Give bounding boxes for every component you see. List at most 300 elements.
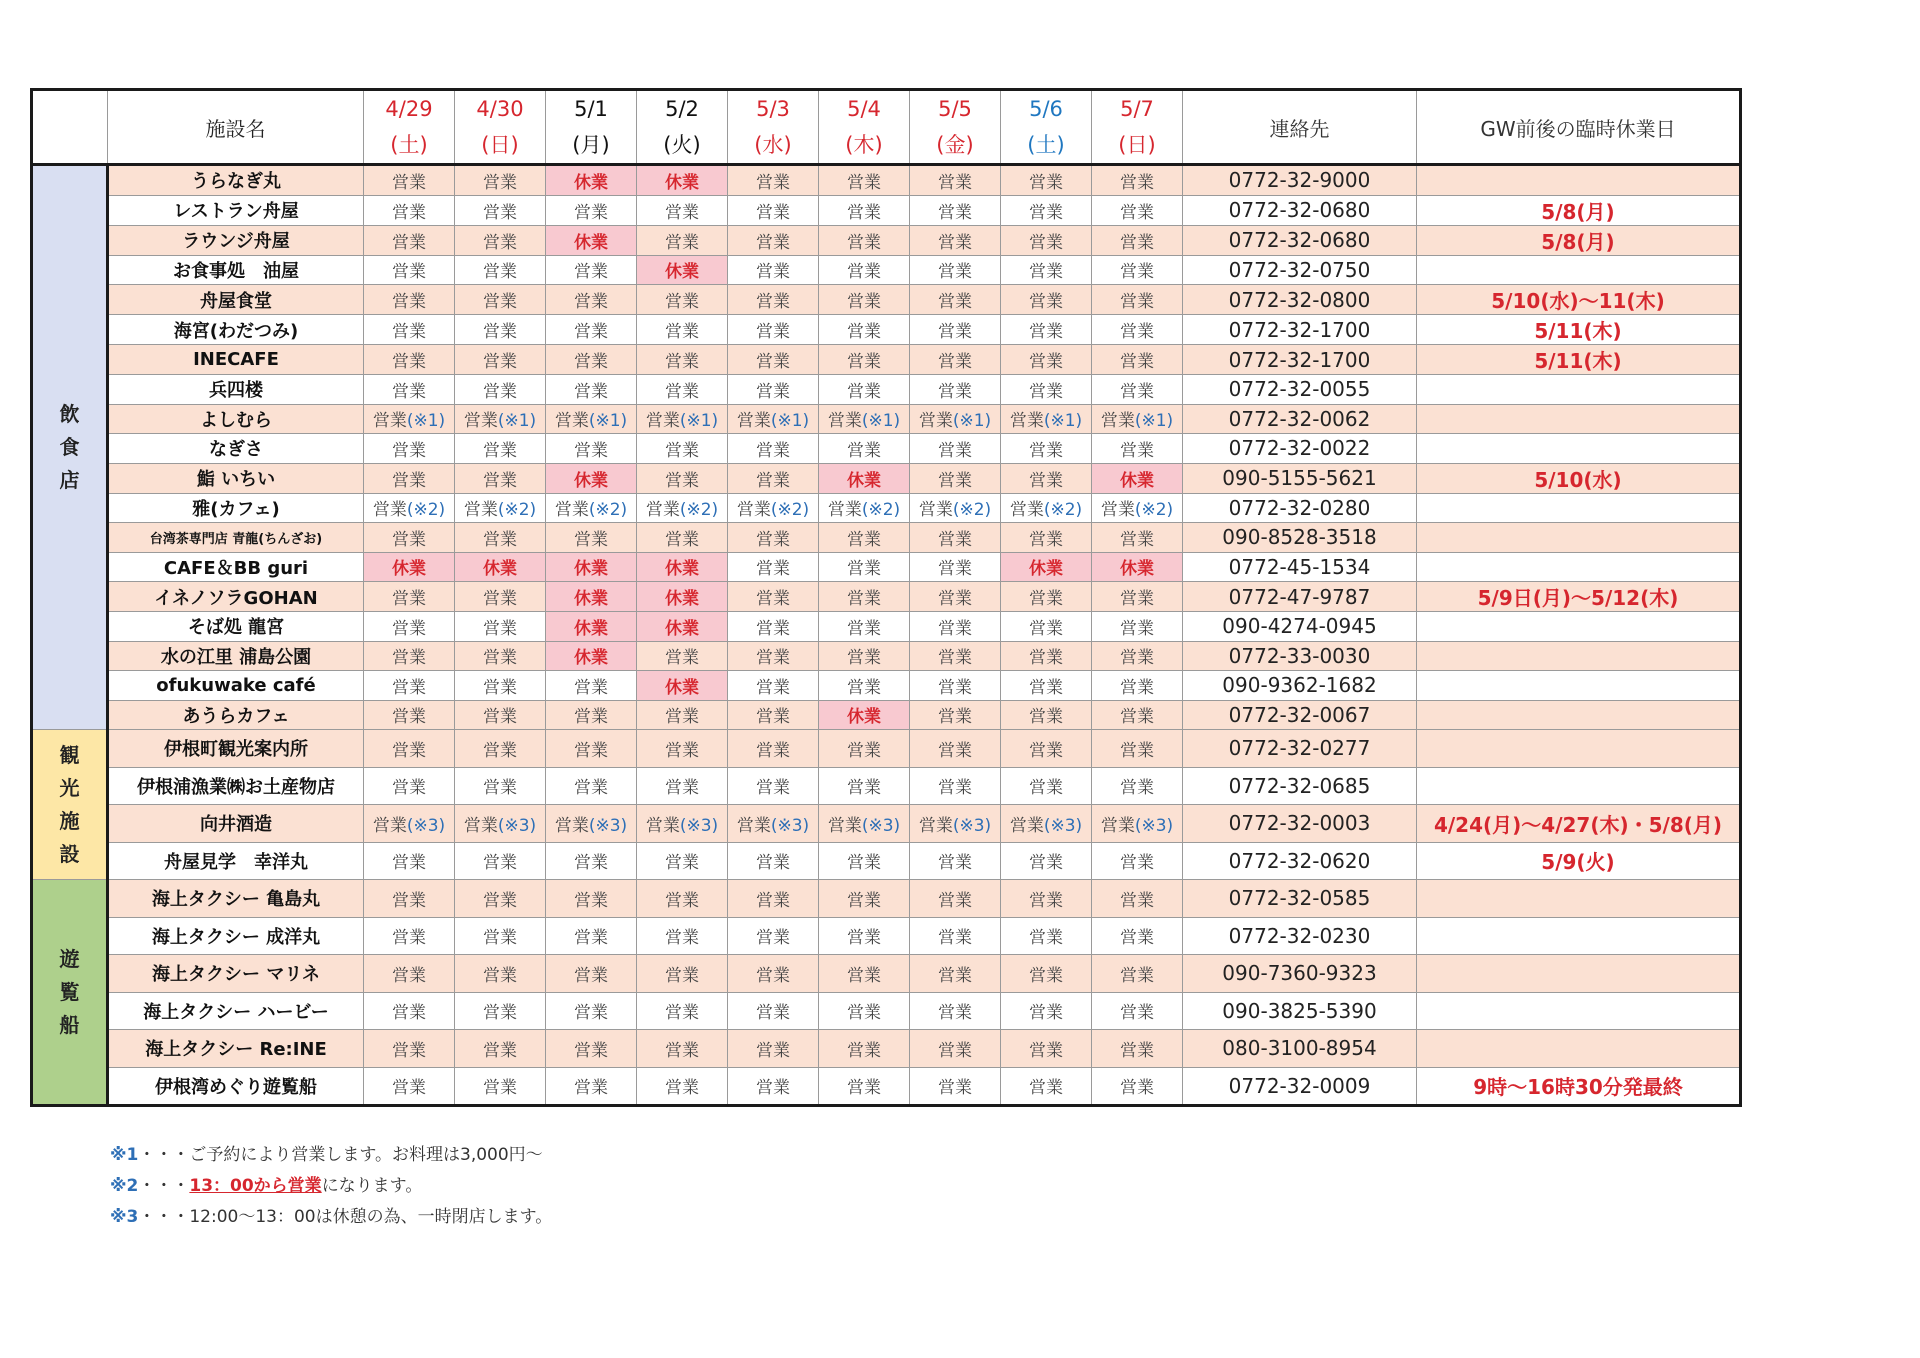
status-open xyxy=(455,730,546,768)
status-open xyxy=(819,225,910,255)
footnote-mark: ※1 xyxy=(110,1145,139,1165)
status-open xyxy=(1092,641,1183,671)
status-open xyxy=(910,842,1001,880)
status-open xyxy=(728,612,819,642)
status-open xyxy=(637,767,728,805)
status-text: 営業 xyxy=(938,1003,972,1024)
table-row xyxy=(32,434,1741,464)
facility-name: あうらカフェ xyxy=(108,700,364,730)
status-open xyxy=(455,767,546,805)
facility-name: お食事処 油屋 xyxy=(108,255,364,285)
status-text: 営業 xyxy=(665,928,699,949)
category-label-char: 観 xyxy=(59,742,80,767)
status-text: 営業 xyxy=(756,262,790,283)
status-text: 営業 xyxy=(938,232,972,253)
table-row xyxy=(32,225,1741,255)
status-text: 営業 xyxy=(1029,262,1063,283)
footnote xyxy=(110,1171,552,1202)
status-open xyxy=(1092,493,1183,523)
facility-name: 海上タクシー 成洋丸 xyxy=(108,917,364,955)
status-open xyxy=(1001,1067,1092,1106)
table-row xyxy=(32,1030,1741,1068)
status-text: 営業 xyxy=(483,589,517,609)
status-open xyxy=(364,612,455,642)
facility-name: INECAFE xyxy=(108,345,364,375)
category-label-char: 食 xyxy=(59,435,80,459)
status-open xyxy=(728,523,819,553)
status-text: 営業 xyxy=(1120,778,1154,799)
status-open xyxy=(1001,195,1092,225)
status-closed xyxy=(637,552,728,582)
status-text: 営業 xyxy=(665,470,699,491)
footnote xyxy=(110,1140,552,1171)
footnote-ref: (※2) xyxy=(1134,500,1174,521)
status-text: 営業 xyxy=(1029,618,1063,639)
temporary-holiday: 5/10(水) xyxy=(1417,463,1741,493)
status-text: 営業 xyxy=(392,292,426,312)
footnote-emphasis: 13：00から営業 xyxy=(189,1176,322,1196)
date-label: 4/29 xyxy=(385,97,433,121)
status-text: 営業 xyxy=(483,890,517,911)
table-row xyxy=(32,992,1741,1030)
status-text: 営業 xyxy=(938,470,972,491)
status-text: 営業 xyxy=(665,778,699,799)
footnote-ref: (※1) xyxy=(1043,411,1083,432)
dow-label: (火) xyxy=(663,133,701,157)
status-text: 営業 xyxy=(1029,440,1063,461)
status-open xyxy=(637,880,728,918)
status-open xyxy=(728,1030,819,1068)
footnote-ref: (※2) xyxy=(770,500,810,521)
contact-phone: 090-4274-0945 xyxy=(1183,612,1417,642)
footnote-ref: (※1) xyxy=(952,411,992,432)
status-text: 営業 xyxy=(1100,500,1135,521)
status-text: 営業 xyxy=(756,589,790,609)
status-open xyxy=(546,880,637,918)
status-text: 営業 xyxy=(1009,500,1044,521)
status-closed xyxy=(546,612,637,642)
status-text: 営業 xyxy=(938,853,972,874)
status-open xyxy=(1092,285,1183,315)
status-open xyxy=(1001,992,1092,1030)
status-text: 営業 xyxy=(847,232,881,253)
status-text: 営業 xyxy=(938,890,972,911)
status-text: 営業 xyxy=(1029,890,1063,911)
category-label-char: 飲 xyxy=(59,402,80,426)
status-text: 営業 xyxy=(574,853,608,874)
status-open xyxy=(455,842,546,880)
status-text: 営業 xyxy=(392,740,426,761)
status-text: 営業 xyxy=(1009,815,1044,836)
status-open xyxy=(1001,345,1092,375)
status-text: 営業 xyxy=(392,322,426,342)
status-open xyxy=(910,345,1001,375)
status-closed xyxy=(546,582,637,612)
status-open xyxy=(546,345,637,375)
status-open xyxy=(819,880,910,918)
status-text: 営業 xyxy=(1009,411,1044,432)
temporary-holiday xyxy=(1417,1030,1741,1068)
status-text: 営業 xyxy=(1029,381,1063,402)
status-open xyxy=(637,493,728,523)
status-open xyxy=(1001,805,1092,843)
status-text: 営業 xyxy=(847,292,881,312)
category-food xyxy=(32,165,108,730)
status-open xyxy=(546,730,637,768)
status-text: 営業 xyxy=(392,262,426,283)
status-open xyxy=(364,195,455,225)
status-open xyxy=(364,917,455,955)
status-open xyxy=(910,992,1001,1030)
status-open xyxy=(819,434,910,464)
facility-name: 鮨 いちい xyxy=(108,463,364,493)
status-open xyxy=(819,523,910,553)
footnote-ref: (※2) xyxy=(406,500,446,521)
status-text: 営業 xyxy=(1029,853,1063,874)
status-text: 営業 xyxy=(1029,589,1063,609)
status-open xyxy=(1001,730,1092,768)
status-open xyxy=(819,992,910,1030)
status-text: 営業 xyxy=(1120,381,1154,402)
status-open xyxy=(637,1030,728,1068)
status-text: 営業 xyxy=(463,411,498,432)
temporary-holiday xyxy=(1417,730,1741,768)
table-row xyxy=(32,641,1741,671)
status-text: 営業 xyxy=(847,440,881,461)
contact-phone: 0772-32-0067 xyxy=(1183,700,1417,730)
status-text: 営業 xyxy=(736,815,771,836)
table-row xyxy=(32,880,1741,918)
status-text: 営業 xyxy=(938,352,972,372)
status-text: 営業 xyxy=(1120,1040,1154,1061)
date-label: 5/2 xyxy=(665,97,699,121)
status-open xyxy=(910,552,1001,582)
facility-name: 海上タクシー 亀島丸 xyxy=(108,880,364,918)
status-open xyxy=(546,805,637,843)
status-open xyxy=(364,955,455,993)
status-open xyxy=(637,225,728,255)
contact-phone: 0772-32-0062 xyxy=(1183,404,1417,434)
status-text: 休業 xyxy=(847,470,881,491)
status-text: 営業 xyxy=(392,1040,426,1061)
status-open xyxy=(455,700,546,730)
status-text: 営業 xyxy=(938,262,972,283)
facility-name: 向井酒造 xyxy=(108,805,364,843)
temporary-holiday xyxy=(1417,700,1741,730)
table-row xyxy=(32,493,1741,523)
status-open xyxy=(1001,700,1092,730)
status-text: 営業 xyxy=(1120,322,1154,342)
status-text: 営業 xyxy=(645,815,680,836)
status-text: 営業 xyxy=(938,381,972,402)
status-text: 営業 xyxy=(1029,740,1063,761)
contact-phone: 0772-32-1700 xyxy=(1183,345,1417,375)
status-open xyxy=(910,434,1001,464)
status-open xyxy=(364,315,455,345)
status-open xyxy=(1092,700,1183,730)
status-text: 営業 xyxy=(847,778,881,799)
table-row xyxy=(32,671,1741,701)
status-text: 営業 xyxy=(665,232,699,253)
facility-name: CAFE＆BB guri xyxy=(108,552,364,582)
footnote-mark: ※3 xyxy=(110,1207,139,1227)
status-text: 休業 xyxy=(574,172,608,193)
status-open xyxy=(1092,315,1183,345)
status-text: 休業 xyxy=(574,618,608,639)
date-label: 5/7 xyxy=(1120,97,1154,121)
status-open xyxy=(1092,434,1183,464)
category-boat xyxy=(32,880,108,1106)
status-open xyxy=(910,523,1001,553)
temporary-holiday: 5/8(月) xyxy=(1417,225,1741,255)
table-row xyxy=(32,700,1741,730)
status-text: 営業 xyxy=(665,1078,699,1099)
status-open xyxy=(546,992,637,1030)
status-open xyxy=(364,842,455,880)
status-text: 営業 xyxy=(574,778,608,799)
status-text: 営業 xyxy=(392,618,426,639)
status-open xyxy=(364,523,455,553)
status-text: 営業 xyxy=(1120,618,1154,639)
status-text: 営業 xyxy=(392,853,426,874)
temporary-holiday xyxy=(1417,641,1741,671)
status-text: 営業 xyxy=(938,589,972,609)
status-open xyxy=(455,641,546,671)
status-text: 営業 xyxy=(827,815,862,836)
status-text: 営業 xyxy=(1120,965,1154,986)
status-text: 営業 xyxy=(483,440,517,461)
status-text: 営業 xyxy=(665,740,699,761)
status-text: 営業 xyxy=(574,262,608,283)
status-text: 営業 xyxy=(756,618,790,639)
status-open xyxy=(819,285,910,315)
table-row xyxy=(32,805,1741,843)
status-text: 休業 xyxy=(574,232,608,253)
status-open xyxy=(910,671,1001,701)
dow-label: (土) xyxy=(1027,133,1065,157)
status-text: 営業 xyxy=(756,292,790,312)
temporary-holiday xyxy=(1417,917,1741,955)
status-text: 営業 xyxy=(1029,529,1063,550)
status-text: 営業 xyxy=(847,1003,881,1024)
status-text: 営業 xyxy=(665,853,699,874)
status-open xyxy=(637,315,728,345)
status-text: 営業 xyxy=(938,740,972,761)
status-open xyxy=(455,1030,546,1068)
status-open xyxy=(364,805,455,843)
status-text: 営業 xyxy=(392,232,426,253)
status-open xyxy=(1001,255,1092,285)
status-text: 休業 xyxy=(665,618,699,639)
status-closed xyxy=(637,671,728,701)
status-text: 営業 xyxy=(756,1003,790,1024)
status-text: 営業 xyxy=(574,352,608,372)
table-row xyxy=(32,255,1741,285)
date-label: 4/30 xyxy=(476,97,524,121)
status-open xyxy=(637,345,728,375)
contact-phone: 0772-32-0280 xyxy=(1183,493,1417,523)
temporary-holiday xyxy=(1417,375,1741,405)
date-label: 5/1 xyxy=(574,97,608,121)
status-text: 営業 xyxy=(1100,815,1135,836)
status-open xyxy=(1001,671,1092,701)
status-text: 営業 xyxy=(1029,928,1063,949)
status-text: 営業 xyxy=(918,815,953,836)
temporary-holiday xyxy=(1417,880,1741,918)
facility-name: 舟屋見学 幸洋丸 xyxy=(108,842,364,880)
status-open xyxy=(364,434,455,464)
status-text: 営業 xyxy=(756,965,790,986)
status-open xyxy=(819,842,910,880)
status-open xyxy=(455,375,546,405)
category-label-char: 設 xyxy=(59,841,80,866)
status-open xyxy=(364,767,455,805)
status-open xyxy=(1092,195,1183,225)
status-text: 休業 xyxy=(392,559,426,580)
status-open xyxy=(1092,225,1183,255)
facility-name: 舟屋食堂 xyxy=(108,285,364,315)
category-label-char: 店 xyxy=(59,468,80,492)
temporary-holiday: 9時～16時30分発最終 xyxy=(1417,1067,1741,1106)
status-text: 営業 xyxy=(1100,411,1135,432)
status-text: 営業 xyxy=(756,470,790,491)
status-open xyxy=(910,700,1001,730)
status-text: 営業 xyxy=(483,707,517,728)
status-text: 営業 xyxy=(938,778,972,799)
status-open xyxy=(728,552,819,582)
contact-phone: 0772-47-9787 xyxy=(1183,582,1417,612)
header-date xyxy=(910,90,1001,165)
status-text: 営業 xyxy=(827,411,862,432)
status-open xyxy=(819,730,910,768)
status-text: 営業 xyxy=(938,529,972,550)
status-text: 休業 xyxy=(1029,559,1063,580)
status-open xyxy=(455,612,546,642)
status-text: 営業 xyxy=(1029,352,1063,372)
status-text: 営業 xyxy=(665,648,699,669)
status-open xyxy=(1001,955,1092,993)
status-text: 営業 xyxy=(1120,648,1154,669)
status-text: 営業 xyxy=(756,928,790,949)
facility-name: よしむら xyxy=(108,404,364,434)
status-open xyxy=(1092,165,1183,196)
table-row xyxy=(32,195,1741,225)
status-text: 営業 xyxy=(392,440,426,461)
contact-phone: 0772-32-0230 xyxy=(1183,917,1417,955)
status-text: 営業 xyxy=(665,707,699,728)
status-open xyxy=(364,992,455,1030)
table-row xyxy=(32,285,1741,315)
dow-label: (日) xyxy=(1118,133,1156,157)
status-open xyxy=(364,285,455,315)
status-open xyxy=(1092,671,1183,701)
status-open xyxy=(455,404,546,434)
status-open xyxy=(546,671,637,701)
status-open xyxy=(364,1030,455,1068)
contact-phone: 0772-32-0022 xyxy=(1183,434,1417,464)
status-text: 営業 xyxy=(574,440,608,461)
status-open xyxy=(728,955,819,993)
status-open xyxy=(1092,730,1183,768)
facility-name: 台湾茶専門店 青龍(ちんざお) xyxy=(108,523,364,553)
footnote-text-tail: になります。 xyxy=(321,1176,423,1196)
table-row xyxy=(32,552,1741,582)
status-text: 営業 xyxy=(392,1078,426,1099)
category-label-char: 覧 xyxy=(59,979,80,1004)
status-text: 営業 xyxy=(756,778,790,799)
contact-phone: 0772-32-0685 xyxy=(1183,767,1417,805)
dow-label: (木) xyxy=(845,133,883,157)
status-open xyxy=(728,285,819,315)
status-open xyxy=(455,523,546,553)
status-text: 営業 xyxy=(1120,589,1154,609)
status-open xyxy=(364,493,455,523)
status-text: 営業 xyxy=(392,928,426,949)
status-open xyxy=(728,730,819,768)
status-text: 営業 xyxy=(665,322,699,342)
status-text: 営業 xyxy=(574,928,608,949)
status-text: 営業 xyxy=(756,440,790,461)
status-open xyxy=(455,1067,546,1106)
status-text: 営業 xyxy=(938,965,972,986)
status-closed xyxy=(546,552,637,582)
header-date xyxy=(1092,90,1183,165)
status-open xyxy=(910,730,1001,768)
status-text: 営業 xyxy=(1120,890,1154,911)
status-open xyxy=(728,842,819,880)
status-text: 営業 xyxy=(574,1003,608,1024)
status-text: 営業 xyxy=(847,172,881,193)
facility-name: 雅(カフェ) xyxy=(108,493,364,523)
status-open xyxy=(910,195,1001,225)
status-open xyxy=(1092,805,1183,843)
status-text: 営業 xyxy=(483,853,517,874)
status-text: 営業 xyxy=(1029,322,1063,342)
status-text: 営業 xyxy=(665,1003,699,1024)
status-text: 営業 xyxy=(1120,928,1154,949)
status-open xyxy=(1001,404,1092,434)
status-open xyxy=(455,285,546,315)
status-text: 営業 xyxy=(847,740,881,761)
footnote-ref: (※1) xyxy=(588,411,628,432)
footnote-text: ・・・ご予約により営業します。お料理は3,000円～ xyxy=(138,1145,543,1165)
dow-label: (金) xyxy=(936,133,974,157)
status-text: 営業 xyxy=(392,381,426,402)
status-open xyxy=(728,195,819,225)
status-text: 営業 xyxy=(483,292,517,312)
header-date xyxy=(637,90,728,165)
status-text: 営業 xyxy=(483,1078,517,1099)
status-open xyxy=(546,523,637,553)
facility-name: 海上タクシー Re:INE xyxy=(108,1030,364,1068)
footnote-ref: (※2) xyxy=(952,500,992,521)
status-text: 営業 xyxy=(483,1040,517,1061)
status-open xyxy=(910,1067,1001,1106)
status-text: 休業 xyxy=(483,559,517,580)
status-text: 営業 xyxy=(372,411,407,432)
status-open xyxy=(728,1067,819,1106)
status-open xyxy=(1001,582,1092,612)
status-text: 営業 xyxy=(1029,202,1063,223)
temporary-holiday xyxy=(1417,612,1741,642)
contact-phone: 0772-33-0030 xyxy=(1183,641,1417,671)
table-row xyxy=(32,523,1741,553)
status-open xyxy=(546,255,637,285)
status-open xyxy=(1092,955,1183,993)
status-open xyxy=(728,917,819,955)
header-corner xyxy=(32,90,108,165)
status-text: 営業 xyxy=(574,322,608,342)
